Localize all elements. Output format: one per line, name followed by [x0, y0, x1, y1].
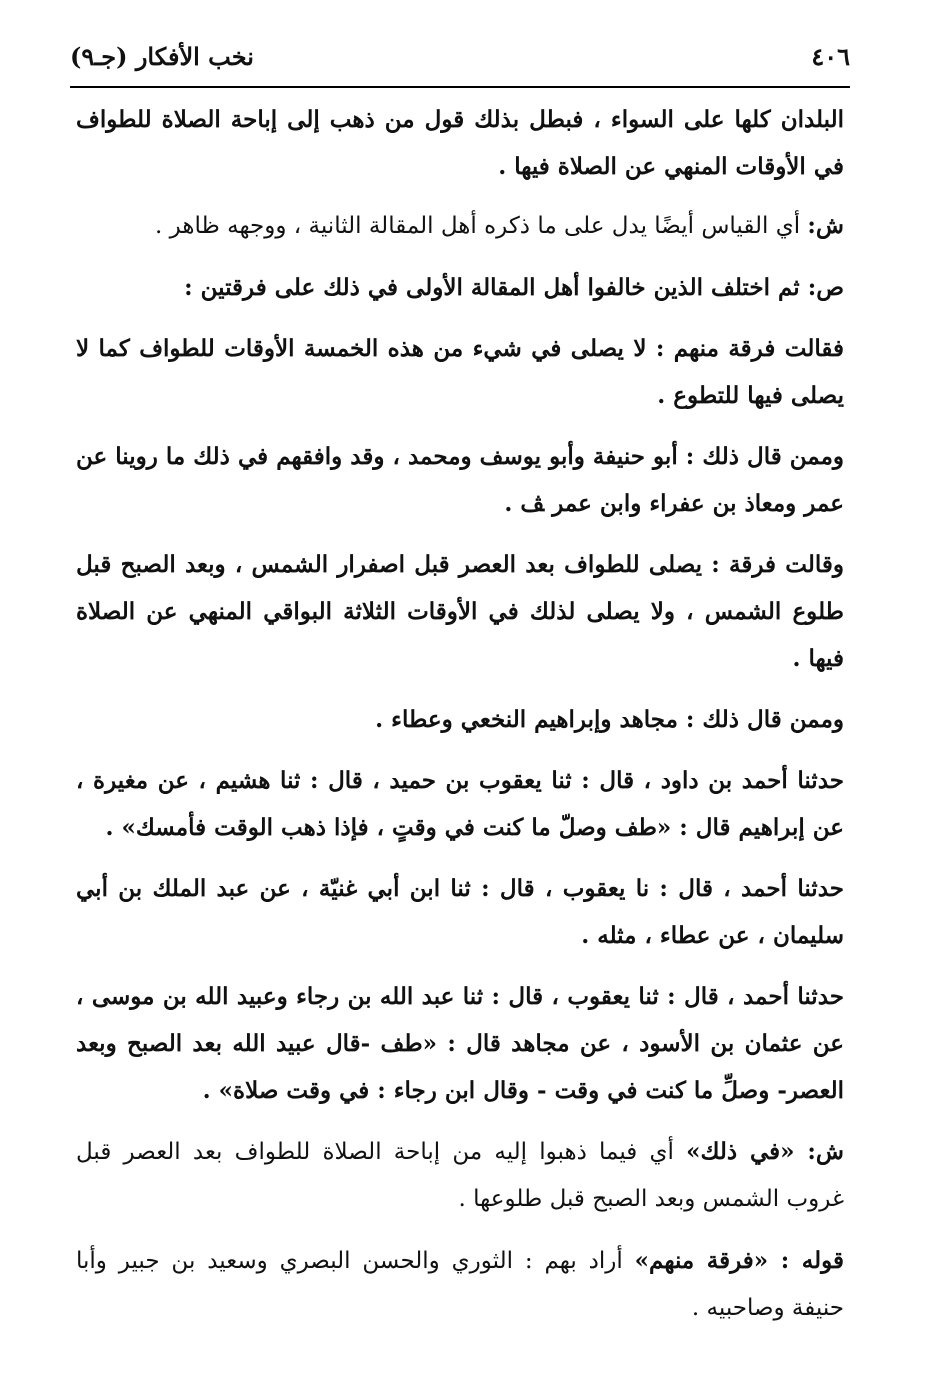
- paragraph-text: حدثنا أحمد بن داود ، قال : ثنا يعقوب بن حميد ، قال : ثنا هشيم ، عن مغيرة ، عن إبراهيم قال : «طف وصلّ ما كنت في وقتٍ ، فإذا ذهب الوقت فأمسك» .: [76, 767, 844, 841]
- commentary-marker: ش:: [807, 212, 844, 239]
- paragraph-text: حدثنا أحمد ، قال : نا يعقوب ، قال : ثنا ابن أبي غنيّة ، عن عبد الملك بن أبي سليمان ، عن عطاء ، مثله .: [76, 875, 844, 949]
- running-title: نخب الأفكار (جـ٩): [70, 42, 254, 71]
- quoted-phrase: «فرقة منهم»: [634, 1247, 781, 1274]
- paragraph: [76, 433, 844, 527]
- page-body: [76, 96, 844, 1346]
- paragraph-text: وقالت فرقة : يصلى للطواف بعد العصر قبل اصفرار الشمس ، وبعد الصبح قبل طلوع الشمس ، ولا يصلى لذلك في الأوقات الثلاثة البواقي المنهي عن الصلاة فيها .: [76, 551, 844, 672]
- paragraph-text: ثم اختلف الذين خالفوا أهل المقالة الأولى في ذلك على فرقتين :: [184, 274, 808, 301]
- paragraph-main-text: [76, 264, 844, 311]
- paragraph-commentary: [76, 1128, 844, 1223]
- paragraph-hadith: [76, 865, 844, 959]
- paragraph-text: فقالت فرقة منهم : لا يصلى في شيء من هذه الخمسة الأوقات للطواف كما لا يصلى فيها للتطوع .: [76, 335, 844, 409]
- commentary-marker: ش:: [807, 1138, 844, 1165]
- paragraph: [76, 541, 844, 682]
- paragraph-commentary: [76, 1237, 844, 1332]
- paragraph-text: البلدان كلها على السواء ، فبطل بذلك قول من ذهب إلى إباحة الصلاة للطواف في الأوقات المنهي عن الصلاة فيها .: [76, 106, 844, 180]
- paragraph-hadith: [76, 757, 844, 851]
- paragraph-text: وممن قال ذلك : مجاهد وإبراهيم النخعي وعطاء .: [375, 706, 844, 733]
- paragraph-text: حدثنا أحمد ، قال : ثنا يعقوب ، قال : ثنا عبد الله بن رجاء وعبيد الله بن موسى ، عن عثمان بن الأسود ، عن مجاهد قال : «طف -قال عبيد الله بعد الصبح وبعد العصر- وصلِّ ما كنت في وقت - وقال ابن رجاء : في وقت صلاة» .: [76, 983, 844, 1104]
- page-number: ٤٠٦: [811, 42, 850, 71]
- commentary-marker: قوله :: [780, 1247, 844, 1274]
- quoted-phrase: «في ذلك»: [686, 1138, 808, 1165]
- paragraph: [76, 696, 844, 743]
- text-marker: ص:: [807, 274, 844, 301]
- paragraph-text: أي فيما ذهبوا إليه من إباحة الصلاة للطواف بعد العصر قبل غروب الشمس وبعد الصبح قبل طلوعها .: [76, 1139, 844, 1212]
- paragraph-text: أي القياس أيضًا يدل على ما ذكره أهل المقالة الثانية ، ووجهه ظاهر .: [155, 213, 808, 239]
- page-header: [70, 40, 850, 88]
- paragraph-commentary: [76, 202, 844, 250]
- paragraph-text: وممن قال ذلك : أبو حنيفة وأبو يوسف ومحمد ، وقد وافقهم في ذلك ما روينا عن عمر ومعاذ بن عفراء وابن عمر ﭫ .: [76, 443, 844, 517]
- paragraph: [76, 325, 844, 419]
- paragraph-hadith: [76, 973, 844, 1114]
- paragraph-continuation: [76, 96, 844, 190]
- paragraph-text: أراد بهم : الثوري والحسن البصري وسعيد بن جبير وأبا حنيفة وصاحبيه .: [76, 1248, 844, 1321]
